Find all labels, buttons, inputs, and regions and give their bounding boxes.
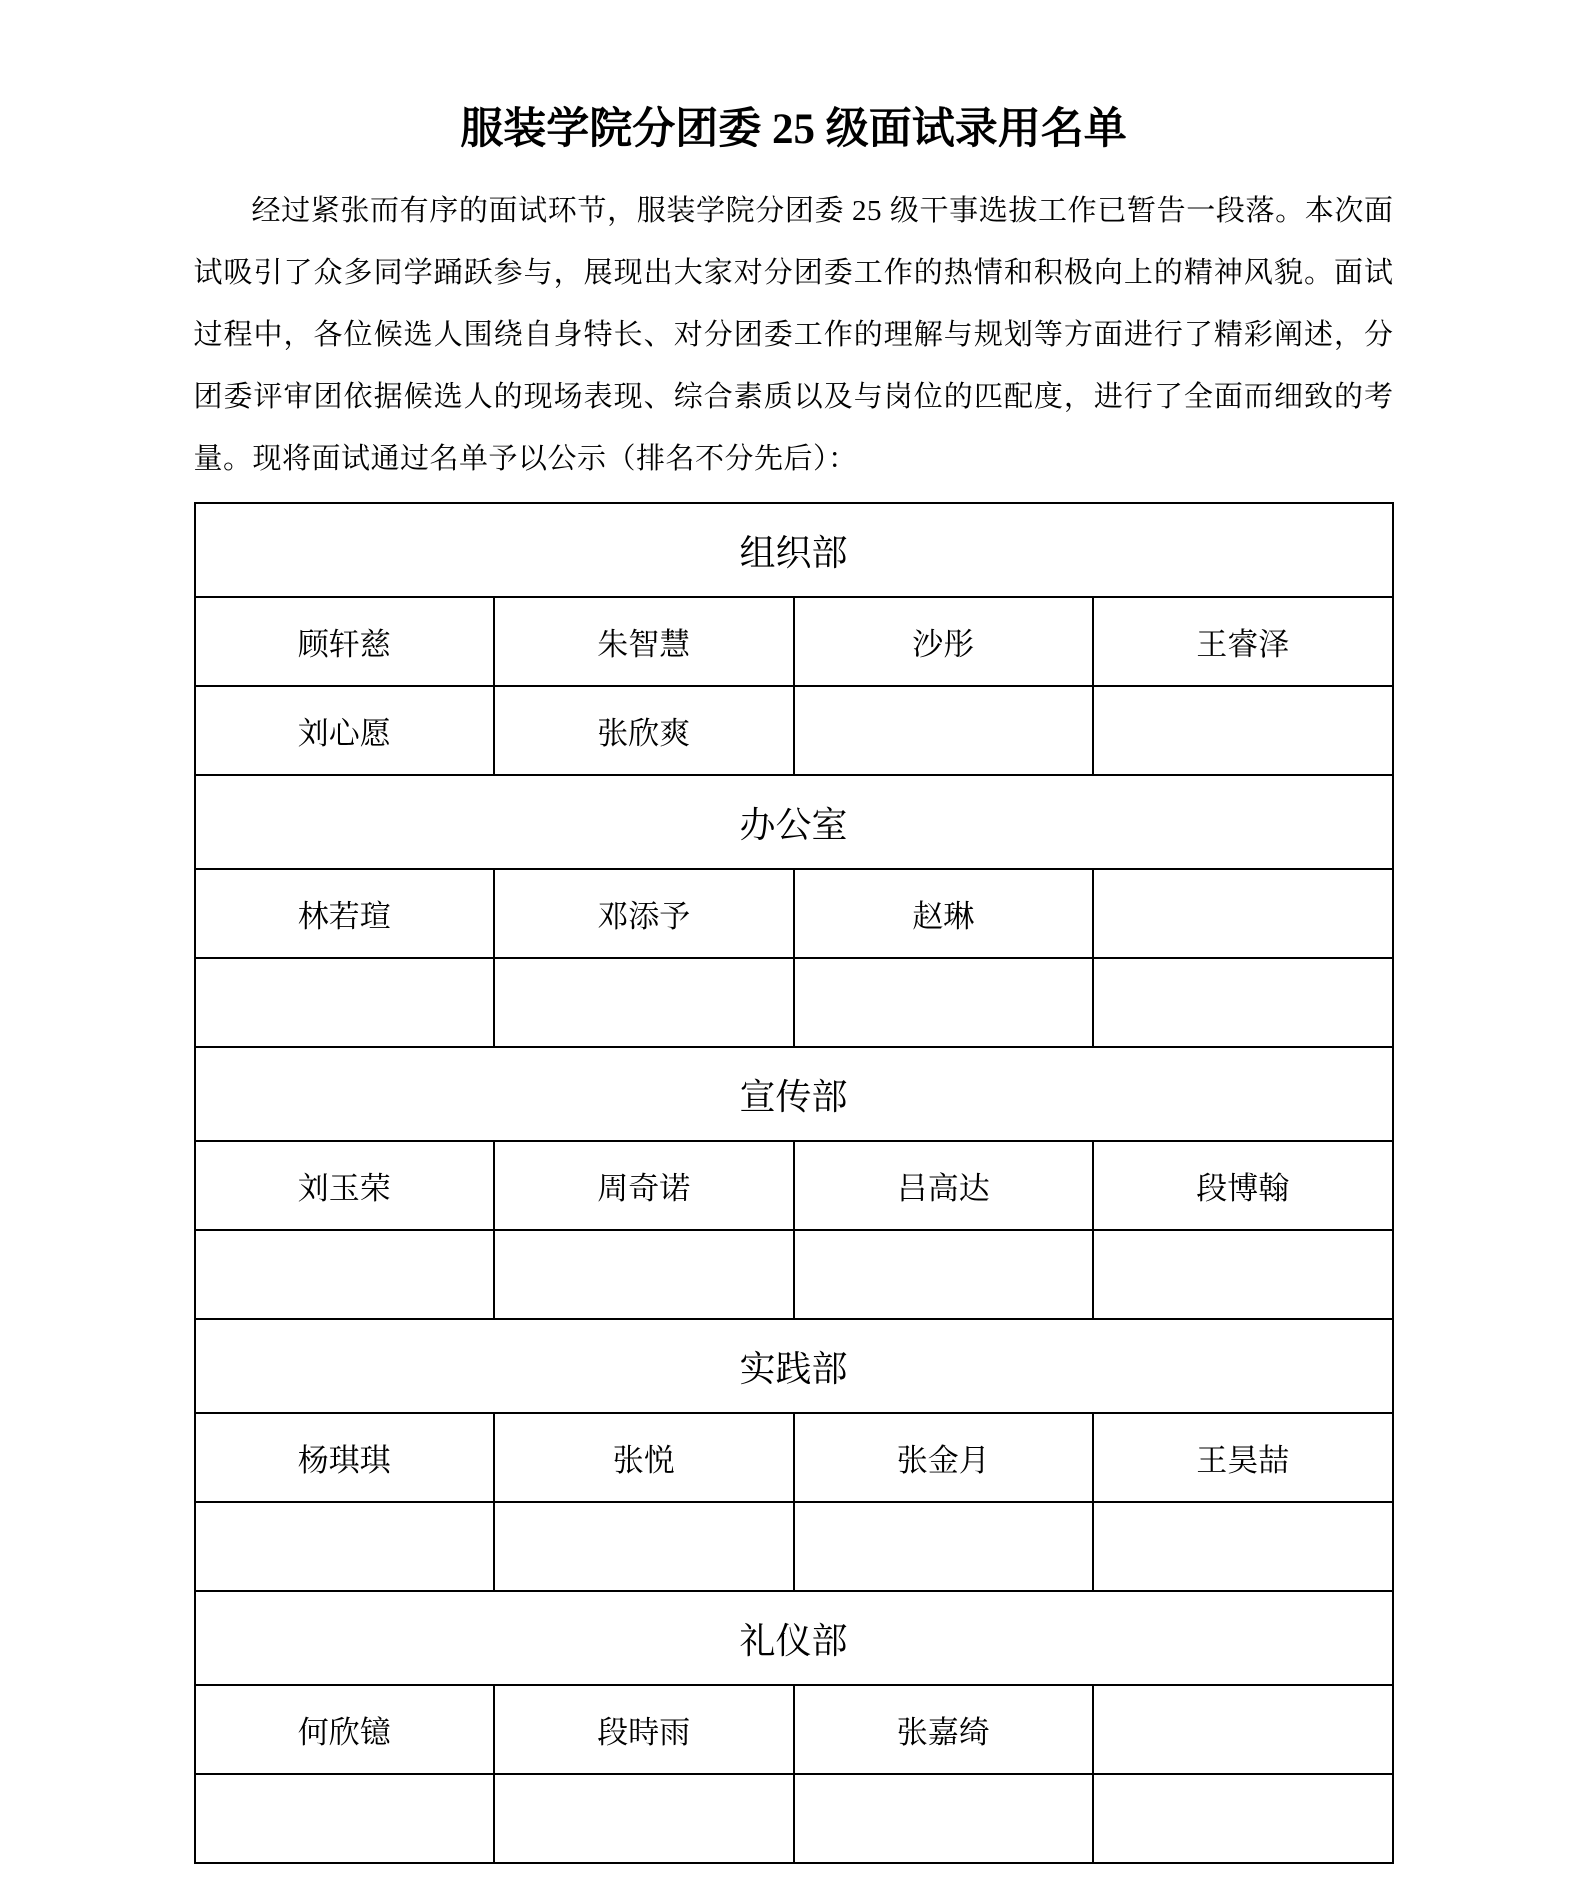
member-row: [195, 597, 1393, 686]
member-row: [195, 1413, 1393, 1502]
member-name-cell: 王睿泽: [1093, 597, 1393, 686]
empty-cell: [195, 958, 495, 1047]
member-name-cell: 吕高达: [794, 1141, 1094, 1230]
member-name-cell: 林若瑄: [195, 869, 495, 958]
member-name-cell: 朱智慧: [494, 597, 794, 686]
member-name-cell: 顾轩慈: [195, 597, 495, 686]
empty-cell: [494, 958, 794, 1047]
member-name-cell: 张金月: [794, 1413, 1094, 1502]
member-name-cell: 王昊喆: [1093, 1413, 1393, 1502]
empty-cell: [794, 1774, 1094, 1863]
member-row: [195, 1685, 1393, 1774]
empty-cell: [1093, 869, 1393, 958]
empty-cell: [794, 686, 1094, 775]
empty-cell: [494, 1230, 794, 1319]
member-name-cell: 杨琪琪: [195, 1413, 495, 1502]
member-name-cell: 刘心愿: [195, 686, 495, 775]
empty-cell: [195, 1230, 495, 1319]
empty-cell: [1093, 1230, 1393, 1319]
section-header-row: [195, 1047, 1393, 1141]
roster-table: [194, 502, 1394, 1864]
member-row: [195, 1230, 1393, 1319]
section-header-row: [195, 775, 1393, 869]
empty-cell: [1093, 958, 1393, 1047]
empty-cell: [794, 958, 1094, 1047]
member-row: [195, 1774, 1393, 1863]
empty-cell: [794, 1230, 1094, 1319]
section-header-row: [195, 1591, 1393, 1685]
document-title: 服装学院分团委 25 级面试录用名单: [460, 106, 1127, 153]
empty-cell: [494, 1774, 794, 1863]
empty-cell: [1093, 686, 1393, 775]
member-name-cell: 周奇诺: [494, 1141, 794, 1230]
empty-cell: [1093, 1502, 1393, 1591]
section-header-row: [195, 503, 1393, 597]
empty-cell: [794, 1502, 1094, 1591]
member-row: [195, 686, 1393, 775]
empty-cell: [195, 1502, 495, 1591]
member-name-cell: 刘玉荣: [195, 1141, 495, 1230]
section-header-row: [195, 1319, 1393, 1413]
member-name-cell: 赵琳: [794, 869, 1094, 958]
section-title: 宣传部: [195, 1047, 1393, 1141]
empty-cell: [1093, 1685, 1393, 1774]
member-name-cell: 张悦: [494, 1413, 794, 1502]
section-title: 组织部: [195, 503, 1393, 597]
member-name-cell: 沙彤: [794, 597, 1094, 686]
member-name-cell: 何欣镱: [195, 1685, 495, 1774]
member-row: [195, 1502, 1393, 1591]
empty-cell: [1093, 1774, 1393, 1863]
member-name-cell: 邓添予: [494, 869, 794, 958]
member-row: [195, 1141, 1393, 1230]
intro-paragraph: 经过紧张而有序的面试环节，服装学院分团委 25 级干事选拔工作已暂告一段落。本次面试吸引了众多同学踊跃参与，展现出大家对分团委工作的热情和积极向上的精神风貌。面试过程中，各位候选人围绕自身特长、对分团委工作的理解与规划等方面进行了精彩阐述，分团委评审团依据候选人的现场表现、综合素质以及与岗位的匹配度，进行了全面而细致的考量。现将面试通过名单予以公示（排名不分先后）：: [193, 195, 1394, 476]
section-title: 实践部: [195, 1319, 1393, 1413]
section-title: 办公室: [195, 775, 1393, 869]
member-name-cell: 段時雨: [494, 1685, 794, 1774]
empty-cell: [494, 1502, 794, 1591]
member-name-cell: 张欣爽: [494, 686, 794, 775]
empty-cell: [195, 1774, 495, 1863]
member-row: [195, 958, 1393, 1047]
section-title: 礼仪部: [195, 1591, 1393, 1685]
member-name-cell: 张嘉绮: [794, 1685, 1094, 1774]
member-row: [195, 869, 1393, 958]
member-name-cell: 段博翰: [1093, 1141, 1393, 1230]
document-page: [194, 0, 1394, 1864]
